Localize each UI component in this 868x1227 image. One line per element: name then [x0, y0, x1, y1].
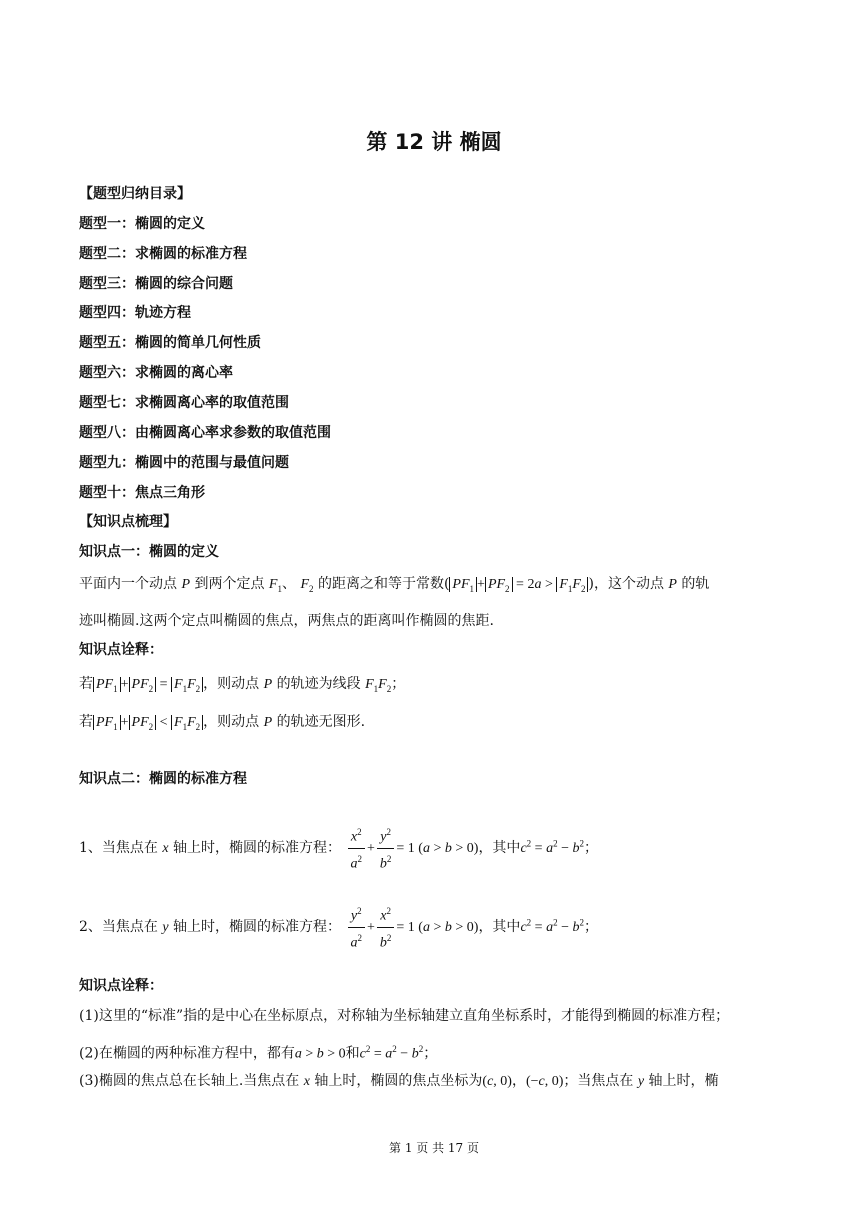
kp1-title: 知识点一：椭圆的定义	[79, 544, 219, 560]
toc-item-10: 题型十：焦点三角形	[79, 485, 205, 501]
toc-item-7: 题型七：求椭圆离心率的取值范围	[79, 395, 289, 411]
toc-item-9: 题型九：椭圆中的范围与最值问题	[79, 455, 289, 471]
toc-item-2: 题型二：求椭圆的标准方程	[79, 246, 247, 262]
kp2-title: 知识点二：椭圆的标准方程	[79, 771, 247, 787]
kp1-note-2: 若 $PF_1 + PF_2 < F_1F_2$ ，则动点 P 的轨迹无图形.	[79, 714, 366, 732]
page-title: 第 12 讲 椭圆	[366, 130, 502, 154]
kp1-note-1: 若 $PF_1 + PF_2 = F_1F_2$ ，则动点 P 的轨迹为线段 $F_1F_2$；	[79, 676, 406, 694]
toc-item-4: 题型四：轨迹方程	[79, 305, 191, 321]
kp1-note-title: 知识点诠释：	[79, 642, 163, 658]
kp2-note-1: (1)这里的“标准”指的是中心在坐标原点，对称轴为坐标轴建立直角坐标系时，才能得到椭圆的标准方程；	[79, 1008, 730, 1024]
kp2-equation-y: 2、当焦点在 y 轴上时，椭圆的标准方程： $\frac{y^2}{a^2}$ + $\frac{x^2}{b^2}$ = 1 (a > b > 0)，其中$c^2 = a^2 - b^2$；	[79, 901, 598, 953]
kp1-definition-line2: 迹叫椭圆.这两个定点叫椭圆的焦点，两焦点的距离叫作椭圆的焦距.	[79, 613, 494, 629]
toc-header: 【题型归纳目录】	[79, 186, 191, 202]
kp2-note-title: 知识点诠释：	[79, 978, 163, 994]
toc-item-1: 题型一：椭圆的定义	[79, 216, 205, 232]
kp2-note-3: (3)椭圆的焦点总在长轴上.当焦点在 x 轴上时，椭圆的焦点坐标为(c, 0)，(−c, 0)；当焦点在 y 轴上时，椭	[79, 1073, 719, 1089]
page-footer: 第 1 页 共 17 页	[389, 1141, 479, 1155]
kp2-note-2: (2)在椭圆的两种标准方程中，都有a > b > 0和$c^2 = a^2 - b^2$；	[79, 1044, 438, 1062]
toc-item-5: 题型五：椭圆的简单几何性质	[79, 335, 261, 351]
toc-item-6: 题型六：求椭圆的离心率	[79, 365, 233, 381]
knowledge-header: 【知识点梳理】	[79, 514, 177, 530]
kp2-equation-x: 1、当焦点在 x 轴上时，椭圆的标准方程： $\frac{x^2}{a^2}$ + $\frac{y^2}{b^2}$ = 1 (a > b > 0)，其中$c^2 = a^2 - b^2$；	[79, 822, 598, 874]
toc-item-8: 题型八：由椭圆离心率求参数的取值范围	[79, 425, 331, 441]
toc-item-3: 题型三：椭圆的综合问题	[79, 276, 233, 292]
kp1-definition-line1: 平面内一个动点 P 到两个定点 $F_1$、 $F_2$ 的距离之和等于常数( $PF_1 + PF_2 = 2a > F_1F_2$ )，这个动点 P 的轨	[79, 576, 710, 594]
